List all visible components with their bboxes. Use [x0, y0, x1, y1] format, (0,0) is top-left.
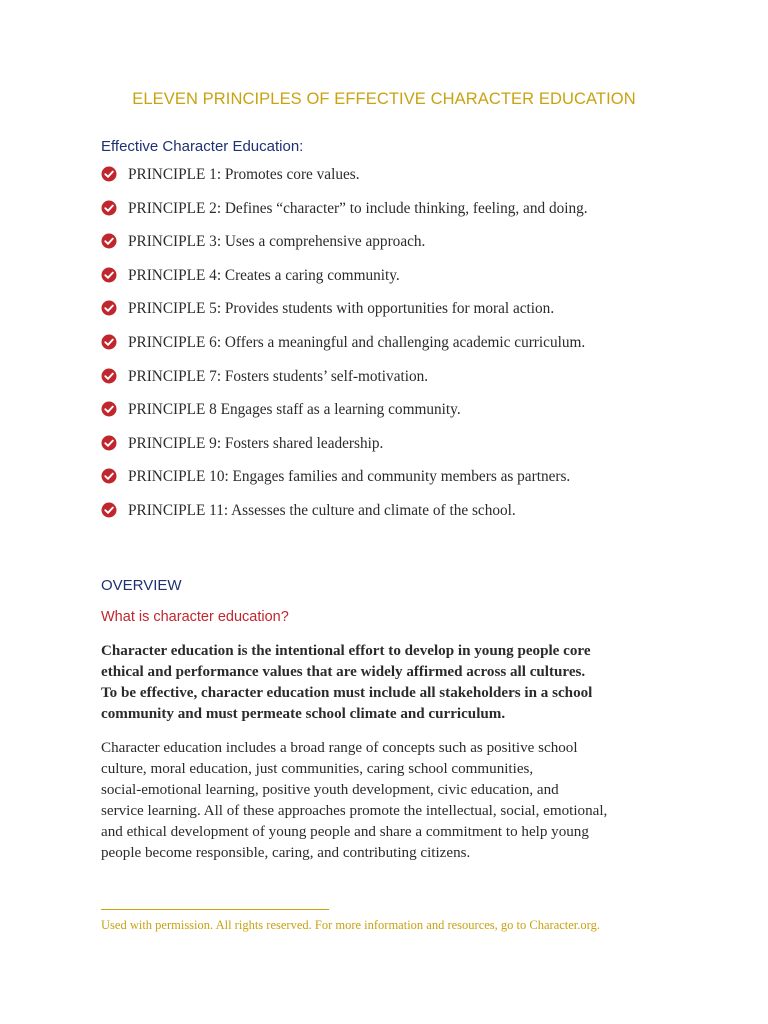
check-circle-icon [101, 468, 117, 484]
check-circle-icon [101, 200, 117, 216]
principle-text: PRINCIPLE 6: Offers a meaningful and challenging academic curriculum. [128, 333, 586, 351]
principle-item [101, 232, 721, 266]
principle-text: PRINCIPLE 8 Engages staff as a learning community. [128, 401, 461, 419]
principle-text: PRINCIPLE 7: Fosters students’ self-motivation. [128, 367, 429, 385]
check-circle-icon [101, 401, 117, 417]
definition-paragraph [101, 641, 661, 725]
check-circle-icon [101, 435, 117, 451]
principle-text: PRINCIPLE 9: Fosters shared leadership. [128, 434, 384, 452]
check-circle-icon [101, 233, 117, 249]
principle-item [101, 333, 721, 367]
question-heading: What is character education? [101, 609, 289, 625]
check-circle-icon [101, 300, 117, 316]
definition-line: Character education is the intentional effort to develop in young people core [101, 643, 591, 659]
check-circle-icon [101, 166, 117, 182]
body-line: Character education includes a broad range of concepts such as positive school [101, 740, 578, 756]
overview-heading: OVERVIEW [101, 577, 182, 594]
principle-item [101, 199, 721, 233]
principle-item [101, 266, 721, 300]
footnote-divider [101, 909, 329, 910]
document-title: ELEVEN PRINCIPLES OF EFFECTIVE CHARACTER EDUCATION [132, 90, 636, 108]
principles-subheading: Effective Character Education: [101, 138, 304, 155]
principle-text: PRINCIPLE 2: Defines “character” to include thinking, feeling, and doing. [128, 199, 588, 217]
principle-text: PRINCIPLE 1: Promotes core values. [128, 166, 360, 183]
definition-line: ethical and performance values that are widely affirmed across all cultures. [101, 664, 586, 680]
check-circle-icon [101, 334, 117, 350]
footnote: Used with permission. All rights reserved. For more information and resources, go to Character.org. [101, 918, 600, 932]
principle-item [101, 467, 721, 501]
body-line: social-emotional learning, positive youth development, civic education, and [101, 781, 559, 798]
principle-item [101, 165, 721, 199]
body-line: people become responsible, caring, and contributing citizens. [101, 844, 471, 861]
principle-text: PRINCIPLE 10: Engages families and community members as partners. [128, 468, 571, 486]
principle-item [101, 400, 721, 434]
body-line: culture, moral education, just communities, caring school communities, [101, 760, 534, 777]
principles-list [101, 165, 721, 535]
definition-line: To be effective, character education must include all stakeholders in a school [101, 685, 593, 701]
body-line: and ethical development of young people and share a commitment to help young [101, 823, 589, 840]
body-line: service learning. All of these approaches promote the intellectual, social, emotional, [101, 802, 608, 819]
check-circle-icon [101, 267, 117, 283]
principle-item [101, 299, 721, 333]
principle-text: PRINCIPLE 4: Creates a caring community. [128, 266, 400, 284]
definition-line: community and must permeate school climate and curriculum. [101, 706, 506, 722]
principle-item [101, 367, 721, 401]
principle-item [101, 434, 721, 468]
principle-text: PRINCIPLE 5: Provides students with opportunities for moral action. [128, 300, 555, 318]
principle-item [101, 501, 721, 535]
check-circle-icon [101, 368, 117, 384]
check-circle-icon [101, 502, 117, 518]
principle-text: PRINCIPLE 11: Assesses the culture and climate of the school. [128, 501, 516, 519]
principle-text: PRINCIPLE 3: Uses a comprehensive approach. [128, 233, 426, 251]
body-paragraph [101, 738, 681, 863]
